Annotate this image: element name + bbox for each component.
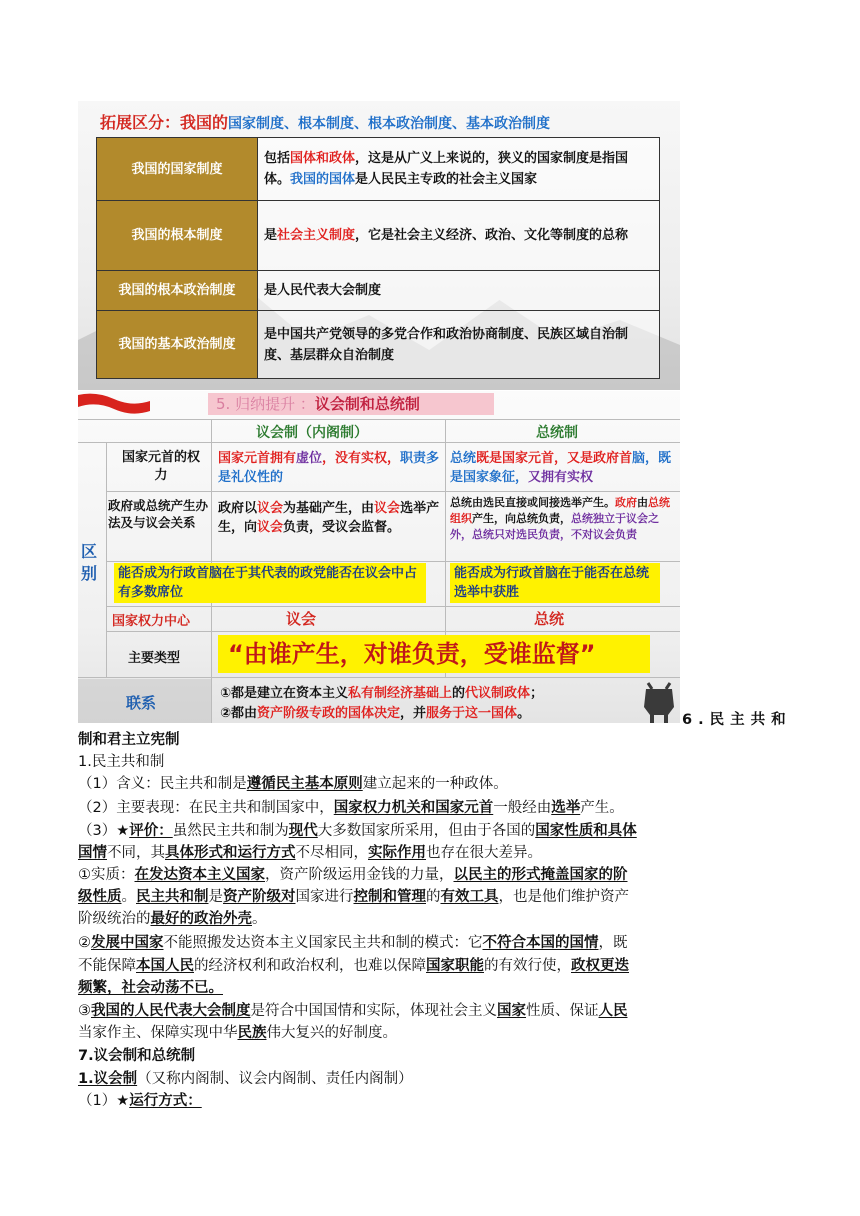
link-line-1: ①都是建立在资本主义私有制经济基础上的代议制政体； xyxy=(220,686,544,701)
text-line: 频繁，社会动荡不已。 xyxy=(78,980,223,996)
heading-7: 7.议会制和总统制 xyxy=(78,1048,196,1064)
text-line: 阶级统治的最好的政治外壳。 xyxy=(78,911,267,927)
text-line: ③我国的人民代表大会制度是符合中国国情和实际，体现社会主义国家性质、保证人民 xyxy=(78,1003,628,1019)
divider xyxy=(106,561,680,562)
heading-6-end: 制和君主立宪制 xyxy=(78,732,180,748)
image-title-suffix: 国家制度、根本制度、根本政治制度、基本政治制度 xyxy=(228,116,551,132)
parliament-head-of-state: 国家元首拥有虚位，没有实权，职责多是礼仪性的 xyxy=(218,451,440,485)
text-line: 国情不同，其具体形式和运行方式不尽相同，实际作用也存在很大差异。 xyxy=(78,845,542,861)
bronze-vessel-icon xyxy=(638,677,680,723)
side-label-difference: 区别 xyxy=(81,542,98,583)
parliament-leader-condition: 能否成为行政首脑在于其代表的政党能否在议会中占有多数席位 xyxy=(118,566,418,600)
table-row xyxy=(97,138,660,201)
link-label: 联系 xyxy=(126,694,157,712)
row-label: 我国的基本政治制度 xyxy=(97,311,258,379)
row-label: 我国的国家制度 xyxy=(97,138,258,201)
divider xyxy=(78,442,680,443)
divider xyxy=(106,491,680,492)
text-line: （1）含义：民主共和制是遵循民主基本原则建立起来的一种政体。 xyxy=(78,776,508,792)
text-line: 不能保障本国人民的经济权利和政治权利，也难以保障国家职能的有效行使，政权更迭 xyxy=(78,958,629,974)
table-row xyxy=(97,201,660,271)
text-line: 1.议会制（又称内阁制、议会内阁制、责任内阁制） xyxy=(78,1071,413,1087)
image-title-prefix: 拓展区分：我国的 xyxy=(100,113,229,132)
row-label: 我国的根本政治制度 xyxy=(97,271,258,311)
parliament-government-formation: 政府以议会为基础产生，由议会选举产生，向议会负责，受议会监督。 xyxy=(218,501,440,535)
parliament-power-center: 议会 xyxy=(286,610,317,628)
row-label-main-types: 主要类型 xyxy=(128,651,181,666)
image-title xyxy=(100,110,550,133)
column-header-parliament: 议会制（内阁制） xyxy=(256,425,368,441)
text-line: （1）★运行方式： xyxy=(78,1093,202,1109)
divider xyxy=(106,606,680,607)
text-line: ②发展中国家不能照搬发达资本主义国家民主共和制的模式：它不符合本国的国情，既 xyxy=(78,935,628,951)
row-content: 是中国共产党领导的多党合作和政治协商制度、民族区域自治制度、基层群众自治制度 xyxy=(258,311,660,379)
row-content: 是人民代表大会制度 xyxy=(258,271,660,311)
divider xyxy=(78,419,680,420)
text-line: （2）主要表现：在民主共和制国家中，国家权力机关和国家元首一般经由选举产生。 xyxy=(78,800,624,816)
divider xyxy=(106,631,680,632)
divider xyxy=(78,677,680,678)
section-title: 5. 归纳提升 ：议会制和总统制 xyxy=(208,393,494,415)
text-line: 级性质。民主共和制是资产阶级对国家进行控制和管理的有效工具，也是他们维护资产 xyxy=(78,889,629,905)
comparison-image-parliament-president xyxy=(78,391,680,723)
president-government-formation: 总统由选民直接或间接选举产生。政府由总统组织产生，向总统负责，总统独立于议会之外，总统只对选民负责，不对议会负责 xyxy=(450,496,670,541)
link-line-2: ②都由资产阶级专政的国体决定，并服务于这一国体。 xyxy=(220,706,531,721)
column-header-president: 总统制 xyxy=(536,425,578,441)
table-row xyxy=(97,311,660,379)
text-line: （3）★评价：虽然民主共和制为现代大多数国家所采用，但由于各国的国家性质和具体 xyxy=(78,823,637,839)
president-leader-condition: 能否成为行政首脑在于能否在总统选举中获胜 xyxy=(454,566,650,600)
table-row xyxy=(97,271,660,311)
key-quote: “由谁产生，对谁负责，受谁监督” xyxy=(228,640,596,668)
text-line: ①实质：在发达资本主义国家，资产阶级运用金钱的力量，以民主的形式掩盖国家的阶 xyxy=(78,867,628,883)
row-label-head-of-state: 国家元首的权力 xyxy=(121,450,200,483)
divider xyxy=(106,442,107,677)
text-line: 当家作主、保障实现中华民族伟大复兴的好制度。 xyxy=(78,1025,397,1041)
row-label-power-center: 国家权力中心 xyxy=(112,614,191,629)
comparison-image-state-systems xyxy=(78,101,680,390)
subheading: 1.民主共和制 xyxy=(78,754,165,770)
red-flag-icon xyxy=(78,393,150,419)
row-label: 我国的根本制度 xyxy=(97,201,258,271)
row-content: 包括国体和政体，这是从广义上来说的，狭义的国家制度是指国体。我国的国体是人民民主专政的社会主义国家 xyxy=(258,138,660,201)
row-label-government-formation: 政府或总统产生办法及与议会关系 xyxy=(108,498,209,530)
row-content: 是社会主义制度，它是社会主义经济、政治、文化等制度的总称 xyxy=(258,201,660,271)
president-head-of-state: 总统既是国家元首，又是政府首脑，既是国家象征，又拥有实权 xyxy=(450,451,672,485)
heading-6-start: 6.民主共和 xyxy=(682,712,792,728)
state-systems-table xyxy=(96,137,660,379)
president-power-center: 总统 xyxy=(534,610,565,628)
